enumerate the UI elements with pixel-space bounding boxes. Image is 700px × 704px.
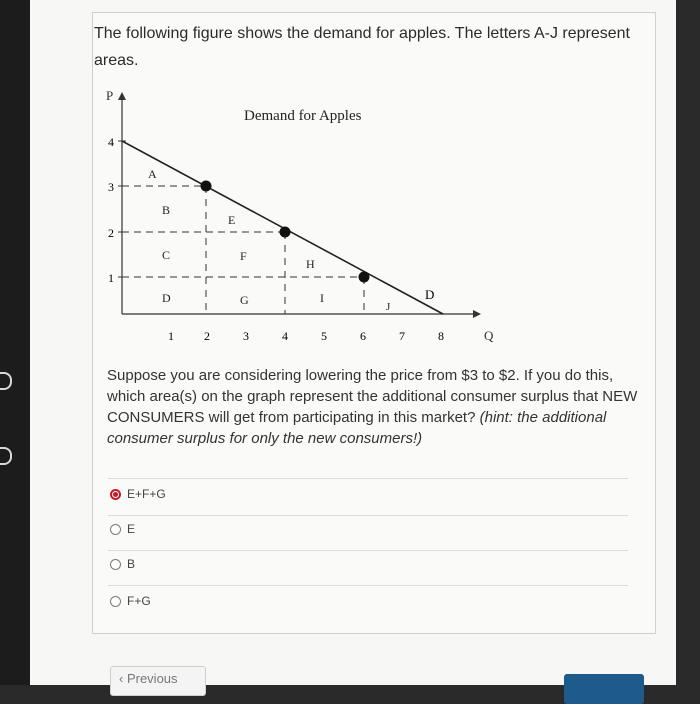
area-label-g: G: [240, 293, 249, 307]
x-axis-label: Q: [484, 328, 494, 343]
option-label: F+G: [127, 594, 151, 608]
area-label-h: H: [306, 257, 315, 271]
curve-label: D: [425, 287, 435, 302]
question-main: Suppose you are considering lowering the price from $3 to $2. If you do this, which area(s) on the graph represent the additional consumer surplus that NEW CONSUMERS will get from participating in this market?: [107, 367, 638, 426]
x-axis-arrow: [473, 310, 481, 318]
option-f-g[interactable]: [110, 590, 151, 612]
previous-label: Previous: [126, 671, 178, 686]
area-label-d: D: [162, 291, 171, 305]
radio-selected-icon[interactable]: [110, 489, 121, 500]
option-label: E+F+G: [127, 487, 166, 501]
chevron-left-icon: ‹: [119, 671, 127, 686]
previous-button[interactable]: [110, 666, 206, 696]
radio-icon[interactable]: [110, 559, 121, 570]
x-tick-label: 6: [360, 329, 366, 343]
x-tick-label: 7: [399, 329, 405, 343]
area-label-a: A: [148, 167, 157, 181]
y-tick-label: 3: [108, 180, 114, 194]
area-label-b: B: [162, 203, 171, 217]
x-tick-label: 3: [243, 329, 249, 343]
y-tick-label: 4: [108, 135, 114, 149]
y-tick-label: 2: [108, 226, 114, 240]
option-label: E: [127, 522, 136, 536]
question-text: [107, 365, 647, 449]
option-b[interactable]: [110, 553, 135, 575]
option-divider: [108, 478, 628, 479]
option-divider: [108, 515, 628, 516]
chart-title: Demand for Apples: [244, 108, 362, 124]
option-divider: [108, 585, 628, 586]
x-tick-label: 4: [282, 329, 288, 343]
x-tick-label: 2: [204, 329, 210, 343]
x-tick-label: 8: [438, 329, 444, 343]
demand-chart: [92, 78, 512, 368]
option-e-f-g[interactable]: [110, 483, 166, 505]
option-label: B: [127, 557, 136, 571]
screen-edge: [0, 0, 30, 685]
area-label-e: E: [228, 213, 236, 227]
edge-mark: [0, 447, 12, 465]
option-divider: [108, 550, 628, 551]
x-ticks: [168, 329, 444, 343]
question-hint: (hint: the additional consumer surplus for only the new consumers!): [107, 409, 607, 447]
edge-mark: [0, 372, 12, 390]
radio-icon[interactable]: [110, 596, 121, 607]
point-q6-p1: [359, 272, 370, 283]
point-q4-p2: [280, 227, 291, 238]
area-label-f: F: [240, 249, 247, 263]
intro-text: The following figure shows the demand for apples. The letters A-J represent areas.: [94, 25, 630, 69]
y-ticks: [108, 135, 126, 285]
y-axis-arrow: [118, 92, 126, 100]
area-label-c: C: [162, 248, 171, 262]
y-tick-label: 1: [108, 271, 114, 285]
point-q2-p3: [201, 181, 212, 192]
y-axis-label: P: [106, 88, 114, 103]
next-button[interactable]: [564, 674, 644, 704]
x-tick-label: 1: [168, 329, 174, 343]
area-label-i: I: [320, 291, 324, 305]
area-label-j: J: [386, 301, 391, 313]
x-tick-label: 5: [321, 329, 327, 343]
option-e[interactable]: [110, 518, 135, 540]
radio-icon[interactable]: [110, 524, 121, 535]
